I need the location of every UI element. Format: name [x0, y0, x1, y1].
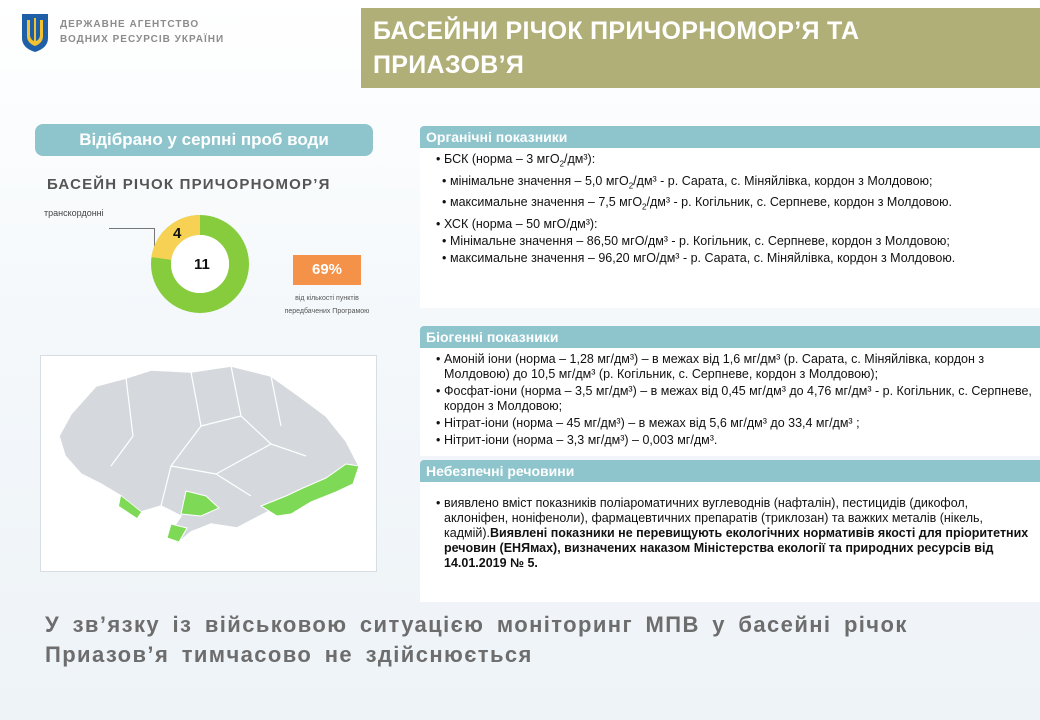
xsk-min: • Мінімальне значення – 86,50 мгО/дм³ - р. Когільник, с. Серпневе, кордон з Молдовою; [442, 234, 1032, 249]
agency-line-1: ДЕРЖАВНЕ АГЕНТСТВО [60, 19, 200, 30]
title-line-2: ПРИАЗОВ’Я [373, 51, 525, 79]
ukraine-map [40, 355, 377, 572]
biogenic-item-nitrite: • Нітрит-іони (норма – 3,3 мг/дм³) – 0,003 мг/дм³. [436, 433, 1032, 448]
percent-caption [270, 292, 384, 318]
biogenic-item-phosphate: • Фосфат-іони (норма – 3,5 мг/дм³) – в межах від 0,45 мг/дм³ до 4,76 мг/дм³ - р. Когільник, с. Серпневе, кордон з Молдовою; [436, 384, 1032, 414]
agency-header [18, 10, 224, 54]
hazardous-bold-text: Виявлені показники не перевищують екологічних нормативів якості для пріоритетних речовин (ЕНЯмах), визначених наказом Міністерства екології та природних ресурсів від 14.01.2019 № 5. [444, 526, 1029, 570]
trident-icon [18, 10, 52, 54]
xsk-head: • ХСК (норма – 50 мгО/дм³): [436, 217, 1032, 232]
percent-badge: 69% [293, 255, 361, 285]
hazardous-text: • виявлено вміст показників поліароматичних вуглеводнів (нафталін), пестицидів (дикофол, аклоніфен, ноніфеноли), фармацевтичних препаратів (триклозан) та важких металів (нікель, кадмій).Виявлені показники не перевищують екологічних нормативів якості для пріоритетних речовин (ЕНЯмах), визначених наказом Міністерства екології та природних ресурсів від 14.01.2019 № 5. [436, 496, 1032, 571]
title-line-1: БАСЕЙНИ РІЧОК ПРИЧОРНОМОР’Я ТА [373, 17, 860, 45]
basin-title: БАСЕЙН РІЧОК ПРИЧОРНОМОР’Я [47, 176, 331, 193]
hazardous-panel [420, 460, 1040, 602]
monitoring-note: У зв’язку із військовою ситуацією моніторинг МПВ у басейні річок Приазов’я тимчасово не здійснюється [45, 612, 908, 667]
organic-panel [420, 126, 1040, 308]
biogenic-panel-title: Біогенні показники [420, 326, 1040, 348]
percent-caption-line-1: від кількості пунктів [295, 295, 359, 302]
hazardous-panel-title: Небезпечні речовини [420, 460, 1040, 482]
bsk-head: • БСК (норма – 3 мгО$_2$/дм³): [436, 152, 1032, 172]
percent-caption-line-2: передбачених Програмою [284, 308, 370, 315]
xsk-max: • максимальне значення – 96,20 мгО/дм³ - р. Сарата, с. Міняйлівка, кордон з Молдовою. [442, 251, 1032, 266]
organic-panel-body [420, 148, 1040, 308]
organic-panel-title: Органічні показники [420, 126, 1040, 148]
transboundary-label: транскордонні [44, 208, 104, 218]
page-title [361, 8, 1040, 88]
bsk-max: • максимальне значення – 7,5 мгО$_2$/дм³ - р. Когільник, с. Серпневе, кордон з Молдовою. [442, 195, 1032, 215]
biogenic-panel-body [420, 348, 1040, 456]
biogenic-item-ammonium: • Амоній іони (норма – 1,28 мг/дм³) – в межах від 1,6 мг/дм³ (р. Сарата, с. Міняйлівка, кордон з Молдовою) до 10,5 мг/дм³ (р. Когільник, с. Серпневе, кордон з Молдовою); [436, 352, 1032, 382]
map-graphic [41, 356, 376, 571]
donut-large-value: 11 [194, 256, 210, 273]
hazardous-panel-body [420, 482, 1040, 602]
donut-small-value: 4 [173, 225, 182, 242]
leader-line [109, 228, 155, 255]
bsk-min: • мінімальне значення – 5,0 мгО$_2$/дм³ - р. Сарата, с. Міняйлівка, кордон з Молдовою; [442, 174, 1032, 194]
biogenic-panel [420, 326, 1040, 456]
samples-pill: Відібрано у серпні проб води [35, 124, 373, 156]
biogenic-item-nitrate: • Нітрат-іони (норма – 45 мг/дм³) – в межах від 5,6 мг/дм³ до 33,4 мг/дм³ ; [436, 416, 1032, 431]
agency-line-2: ВОДНИХ РЕСУРСІВ УКРАЇНИ [60, 34, 225, 45]
